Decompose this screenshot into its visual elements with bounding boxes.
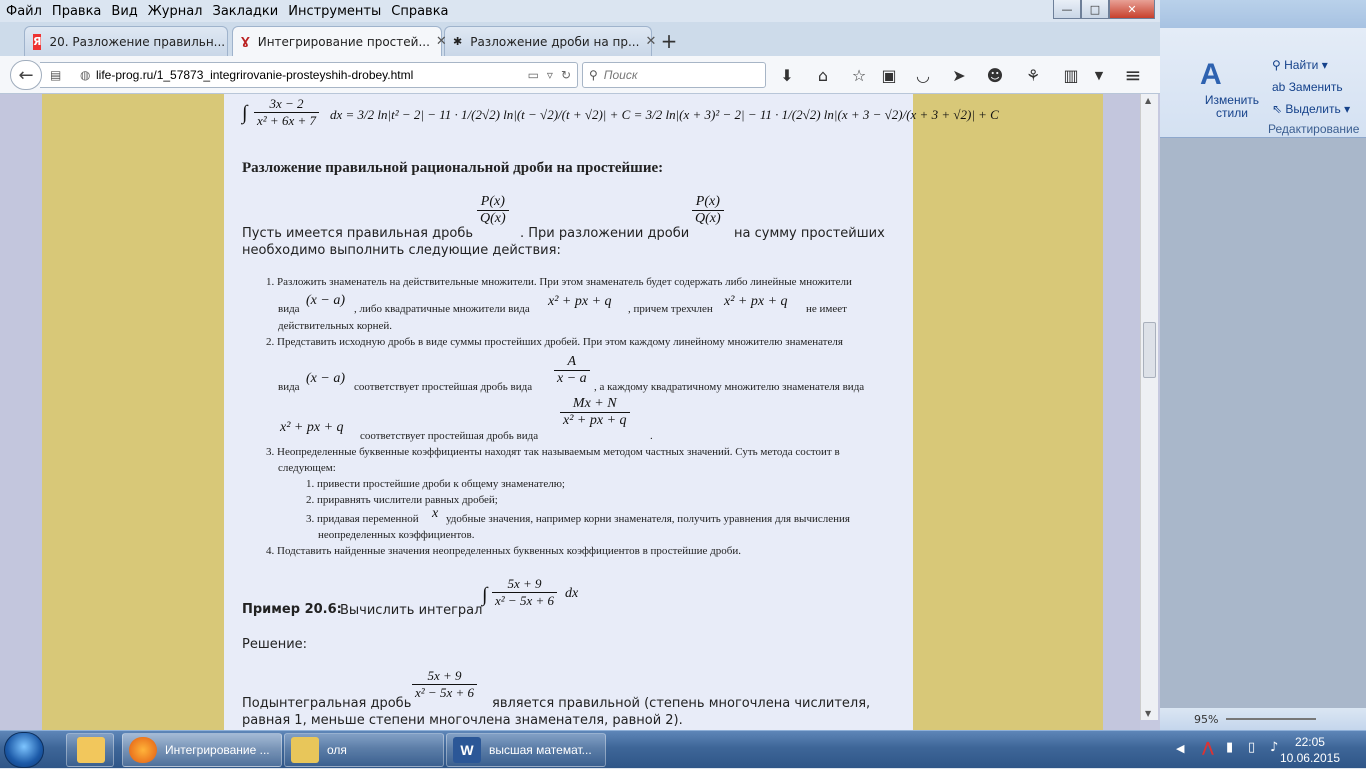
integrand-text-2: является правильной (степень многочлена числителя, — [492, 696, 871, 711]
step-1-line-1: 1. Разложить знаменатель на действительные множители. При этом знаменатель будет содержать либо линейные множители — [266, 276, 852, 288]
fraction-a-over-x-a: $\frac{A}{x - a}$ — [554, 354, 590, 387]
math-quadratic: x² + px + q — [548, 294, 612, 309]
editing-group-label: Редактирование — [1268, 122, 1360, 136]
scroll-up-icon[interactable]: ▲ — [1145, 96, 1152, 105]
tab-yandex[interactable]: Я 20. Разложение правильн... — [24, 26, 228, 56]
envelope-icon — [77, 737, 105, 763]
chat-icon[interactable]: ☻ — [986, 65, 1004, 85]
signal-icon[interactable]: ▮ — [1226, 740, 1234, 755]
hamburger-menu-icon[interactable]: ≡ — [1124, 63, 1142, 87]
step-1-line-2b: , либо квадратичные множители вида — [354, 303, 530, 315]
reader-view-icon[interactable]: ▭ — [527, 68, 539, 82]
integral-sign: ∫ — [242, 102, 248, 124]
step-2-line-3: соответствует простейшая дробь вида — [360, 430, 539, 442]
scroll-thumb[interactable] — [1143, 322, 1156, 378]
word-zoom-level: 95% — [1194, 712, 1219, 726]
menu-history[interactable]: Журнал — [147, 3, 203, 19]
site-icon: Ɣ — [241, 35, 250, 48]
sub-step-2: 2. приравнять числители равных дробей; — [306, 494, 498, 506]
math-quadratic: x² + px + q — [280, 420, 344, 435]
menu-bookmarks[interactable]: Закладки — [212, 3, 279, 19]
step-1-line-2d: не имеет — [806, 303, 847, 315]
intro-text-4: необходимо выполнить следующие действия: — [242, 243, 561, 258]
replace-button[interactable]: ab Заменить — [1272, 80, 1343, 94]
tab-bar — [0, 22, 1160, 56]
taskbar-item-firefox[interactable]: Интегрирование ... — [122, 733, 282, 767]
page-margin-left — [0, 94, 42, 730]
maximize-button[interactable]: □ — [1081, 0, 1109, 19]
binoculars-icon: ⚲ — [1272, 58, 1285, 72]
page-sidebar-right — [913, 94, 1103, 730]
example-label: Пример 20.6: — [242, 602, 342, 617]
addon-icon[interactable]: ⚘ — [1025, 65, 1041, 85]
folder-icon — [291, 737, 319, 763]
url-bar[interactable] — [40, 62, 578, 88]
word-icon: W — [453, 737, 481, 763]
find-button[interactable]: ⚲ Найти ▾ — [1272, 58, 1328, 72]
select-button[interactable]: ⇖ Выделить ▾ — [1272, 102, 1351, 116]
reader-list-icon[interactable]: ▤ — [50, 68, 62, 82]
search-icon: ⚲ — [589, 68, 598, 82]
sub-step-3c: неопределенных коэффициентов. — [318, 529, 475, 541]
menu-view[interactable]: Вид — [111, 3, 138, 19]
intro-text-2: . При разложении дроби — [520, 226, 690, 241]
example-integrand: $\frac{5x + 9}{\text{x² − 5x + 6}}$ — [492, 576, 557, 609]
word-ribbon — [1160, 28, 1366, 138]
word-window — [1160, 0, 1366, 730]
integrand-text-1: Подынтегральная дробь — [242, 696, 412, 711]
tab-close-icon[interactable]: ✕ — [435, 34, 447, 49]
dx-symbol: dx — [565, 586, 579, 601]
paw-icon: ✱ — [453, 35, 463, 48]
scroll-down-icon[interactable]: ▼ — [1145, 709, 1152, 718]
back-arrow-icon: ← — [18, 64, 34, 86]
intro-text-3: на сумму простейших — [734, 226, 885, 241]
section-heading: Разложение правильной рациональной дроби на простейшие: — [242, 160, 664, 176]
taskbar-item-folder[interactable]: оля — [284, 733, 444, 767]
tray-expand-icon[interactable]: ◀ — [1176, 742, 1185, 755]
volume-icon[interactable]: ♪ — [1270, 740, 1279, 755]
math-x: x — [432, 506, 439, 521]
url-text: life-prog.ru/1_57873_integrirovanie-prosteyshih-drobey.html — [96, 68, 414, 82]
top-formula-rhs: dx = 3/2 ln|t² − 2| − 11 · 1/(2√2) ln|(t − √2)/(t + √2)| + C = 3/2 ln|(x + 3)² − 2| − 11 · 1/(2√2) ln|(x + 3 − √2)/(x + 3 + √2)| + C — [330, 107, 999, 122]
quick-launch-outlook[interactable] — [66, 733, 114, 767]
article — [224, 94, 999, 730]
step-2-line-1: 2. Представить исходную дробь в виде суммы простейших дробей. При этом каждому линейному множителю знаменателя — [266, 336, 843, 348]
firefox-icon — [129, 737, 157, 763]
menu-bar — [0, 0, 1160, 22]
integral-sign: ∫ — [482, 584, 488, 606]
search-input[interactable]: ⚲ Поиск — [582, 62, 766, 88]
step-3-line-1: 3. Неопределенные буквенные коэффициенты находят так называемым методом частных значений. Суть метода состоит в — [266, 446, 840, 458]
tab-close-icon[interactable]: ✕ — [645, 34, 657, 49]
menu-tools[interactable]: Инструменты — [288, 3, 382, 19]
tab-integration[interactable]: Ɣ Интегрирование простей... ✕ — [232, 26, 442, 56]
step-4: 4. Подставить найденные значения неопределенных буквенных коэффициентов в простейшие дроби. — [266, 545, 741, 557]
dropdown-arrow-icon[interactable]: ▿ — [546, 68, 553, 82]
word-document-area — [1160, 138, 1366, 708]
step-1-line-2a: вида — [278, 303, 300, 315]
step-1-line-3: действительных корней. — [278, 320, 393, 332]
new-tab-button[interactable]: + — [660, 29, 678, 53]
math-quadratic: x² + px + q — [724, 294, 788, 309]
menu-help[interactable]: Справка — [391, 3, 449, 19]
vertical-scrollbar[interactable] — [1140, 94, 1158, 720]
battery-icon[interactable]: ▯ — [1248, 740, 1256, 755]
page-viewport — [0, 94, 1160, 730]
step-2-line-2a: вида — [278, 381, 300, 393]
start-button[interactable] — [4, 732, 44, 768]
reload-icon[interactable]: ↻ — [560, 68, 571, 82]
change-styles-button[interactable]: Изменить стили — [1204, 93, 1260, 120]
sub-step-3b: удобные значения, например корни знаменателя, получить уравнения для вычисления — [446, 513, 850, 525]
step-2-line-2b: соответствует простейшая дробь вида — [354, 381, 533, 393]
window-controls — [1053, 0, 1155, 19]
word-zoom-slider[interactable] — [1226, 718, 1316, 720]
home-icon[interactable]: ⌂ — [817, 65, 829, 85]
step-2-period: . — [650, 430, 653, 442]
top-formula-fraction: $\frac{3x - 2}{\text{x² + 6x + 7}}$ — [254, 96, 319, 129]
solution-label: Решение: — [242, 637, 308, 652]
fraction-pq-1: $\frac{P(x)}{Q(x)}$ — [477, 194, 509, 227]
integrand-fraction: $\frac{5x + 9}{\text{x² − 5x + 6}}$ — [412, 668, 477, 701]
replace-icon: ab — [1272, 80, 1289, 94]
close-button[interactable]: ✕ — [1109, 0, 1155, 19]
back-button[interactable] — [10, 60, 42, 90]
change-styles-icon[interactable]: A — [1200, 58, 1222, 91]
menu-file[interactable]: Файл — [6, 3, 42, 19]
overflow-arrow-icon[interactable]: ▼ — [1094, 68, 1104, 82]
word-statusbar — [1160, 708, 1366, 730]
tab-decomposition[interactable]: ✱ Разложение дроби на пр... ✕ — [444, 26, 652, 56]
clipboard-icon[interactable]: ▥ — [1063, 65, 1079, 85]
taskbar — [0, 730, 1366, 768]
sub-step-1: 1. привести простейшие дроби к общему знаменателю; — [306, 478, 565, 490]
menu-edit[interactable]: Правка — [51, 3, 102, 19]
pocket-icon[interactable]: ◡ — [916, 65, 930, 85]
example-text: Вычислить интеграл — [340, 603, 483, 618]
send-icon[interactable]: ➤ — [952, 65, 966, 85]
bookmarks-list-icon[interactable]: ▣ — [881, 65, 897, 85]
step-1-line-2c: , причем трехчлен — [628, 303, 713, 315]
antivirus-icon[interactable]: ⋀ — [1202, 740, 1214, 756]
step-2-line-2c: , а каждому квадратичному множителю знаменателя вида — [594, 381, 865, 393]
globe-icon: ◍ — [80, 68, 91, 82]
sub-step-3a: 3. придавая переменной — [306, 513, 419, 525]
minimize-button[interactable]: — — [1053, 0, 1081, 19]
navigation-bar — [0, 56, 1160, 94]
page-margin-right — [1103, 94, 1140, 730]
integrand-text-3: равная 1, меньше степени многочлена знаменателя, равной 2). — [242, 713, 683, 728]
yandex-icon: Я — [33, 35, 42, 48]
word-titlebar — [1160, 0, 1366, 28]
math-x-minus-a: (x − a) — [306, 293, 345, 308]
download-icon[interactable]: ⬇ — [780, 65, 794, 85]
math-x-minus-a: (x − a) — [306, 371, 345, 386]
intro-text-1: Пусть имеется правильная дробь — [242, 226, 473, 241]
fraction-mxn-over-quad: $\frac{Mx + N}{\text{x² + px + q}}$ — [560, 396, 630, 429]
clock[interactable]: 22:05 10.06.2015 — [1279, 735, 1340, 765]
page-sidebar-left — [42, 94, 224, 730]
taskbar-item-word[interactable]: W высшая математ... — [446, 733, 606, 767]
cursor-icon: ⇖ — [1272, 102, 1286, 116]
fraction-pq-2: $\frac{P(x)}{Q(x)}$ — [692, 194, 724, 227]
bookmark-star-icon[interactable]: ☆ — [851, 65, 867, 85]
step-3-line-2: следующем: — [278, 462, 336, 474]
